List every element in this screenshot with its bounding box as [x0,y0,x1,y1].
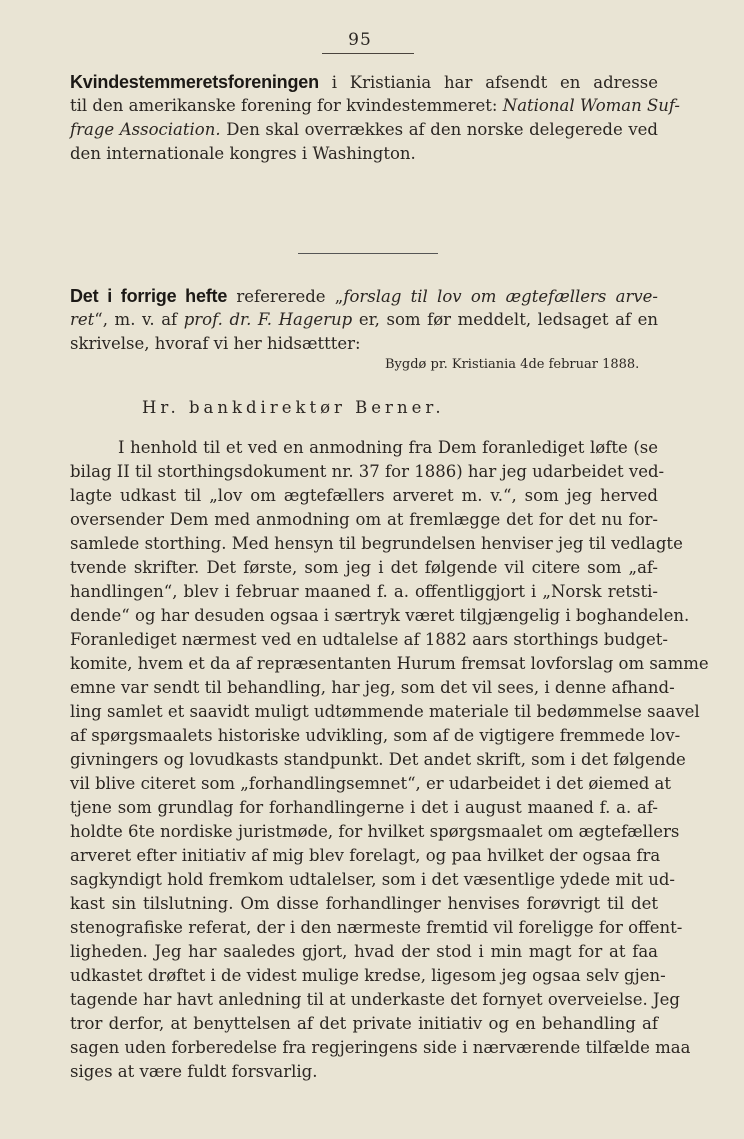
section1-line-2 [70,94,681,118]
letter-line: ling samlet et saavidt muligt udtømmende materiale til bedømmelse saavel [70,702,700,721]
section2-line-1-italic: forslag til lov om ægtefællers arve- [343,287,658,306]
letter-line: I henhold til et ved en anmodning fra Dem foranlediget løfte (se [118,438,658,457]
letter-line: udkastet drøftet i de videst mulige kredse, ligesom jeg ogsaa selv gjen- [70,966,666,985]
page-number-rule [322,53,414,54]
letter-line: af spørgsmaalets historiske udvikling, som af de vigtigere fremmede lov- [70,726,681,745]
letter-line: sagen uden forberedelse fra regjeringens side i nærværende tilfælde maa [70,1038,691,1057]
section2-line-1 [70,284,658,308]
letter-line: oversender Dem med anmodning om at fremlægge det for det nu for- [70,510,658,529]
letter-line: arveret efter initiativ af mig blev forelagt, og paa hvilket der ogsaa fra [70,846,661,865]
letter-line: ligheden. Jeg har saaledes gjort, hvad der stod i min magt for at faa [70,942,658,961]
section2-line-2 [70,308,658,332]
section1-line-1 [70,70,658,94]
section1-heading: Kvindestemmeretsforeningen [70,72,319,92]
letter-line: tjene som grundlag for forhandlingerne i det i august maaned f. a. af- [70,798,658,817]
section2-line-2-a: “, m. v. af [94,310,184,329]
section2-heading: Det i forrige hefte [70,286,228,306]
letter-dateline: Bygdø pr. Kristiania 4de februar 1888. [385,357,640,372]
letter-line: lagte udkast til „lov om ægtefællers arveret m. v.“, som jeg herved [70,486,658,505]
letter-line: siges at være fuldt forsvarlig. [70,1062,318,1081]
section-forrige-hefte [70,284,658,356]
letter-line: dende“ og har desuden ogsaa i særtryk været tilgjængelig i boghandelen. [70,606,690,625]
letter-line: givningers og lovudkasts standpunkt. Det andet skrift, som i det følgende [70,750,686,769]
section-divider [298,253,438,254]
letter-salutation: Hr. bankdirektør Berner. [142,398,445,417]
letter-line: stenografiske referat, der i den nærmeste fremtid vil foreliggе for offent- [70,918,683,937]
letter-line: emne var sendt til behandling, har jeg, som det vil sees, i denne afhand- [70,678,675,697]
section1-line-1-text: i Kristiania har afsendt en adresse [318,73,658,92]
section1-line-4: den internationale kongres i Washington. [70,144,416,163]
section2-line-1-text: refererede „ [227,287,344,306]
letter-line: bilag II til storthingsdokument nr. 37 for 1886) har jeg udarbeidet ved- [70,462,665,481]
section2-line-2-italic: ret [70,310,95,329]
letter-line: handlingen“, blev i februar maaned f. a. offentliggjort i „Norsk retsti- [70,582,658,601]
section1-line-3 [70,118,658,142]
page-number: 95 [348,30,372,50]
letter-line: tagende har havt anledning til at underkaste det fornyet overveielse. Jeg [70,990,680,1009]
section2-line-2-c: er, som før meddelt, ledsaget af en [352,310,658,329]
section2-line-3: skrivelse, hvoraf vi her hidsættter: [70,334,361,353]
letter-line: vil blive citeret som „forhandlingsemnet“, er udarbeidet i det øiemed at [70,774,672,793]
section1-line-3-italic: frage Association. [70,120,221,139]
section1-line-2-text: til den amerikanske forening for kvindestemmeret: [70,96,503,115]
letter-line: tror derfor, at benyttelsen af det private initiativ og en behandling af [70,1014,658,1033]
letter-line: komite, hvem et da af repræsentanten Hurum fremsat lovforslag om samme [70,654,709,673]
letter-line: kast sin tilslutning. Om disse forhandlinger henvises forøvrigt til det [70,894,658,913]
letter-line: samlede storthing. Med hensyn til begrundelsen henviser jeg til vedlagte [70,534,683,553]
letter-line: tvende skrifter. Det første, som jeg i det følgende vil citere som „af- [70,558,658,577]
section-kvindestemmeret [70,70,681,166]
letter-line: holdte 6te nordiske juristmøde, for hvilket spørgsmaalet om ægtefællers [70,822,680,841]
section1-line-3-text: Den skal overrækkes af den norske delegerede ved [220,120,658,139]
letter-body [70,436,709,1084]
section1-line-2-italic: National Woman Suf- [502,96,681,115]
letter-line: Foranlediget nærmest ved en udtalelse af 1882 aars storthings budget- [70,630,669,649]
section2-line-2-author: prof. dr. F. Hagerup [183,310,353,329]
letter-line: sagkyndigt hold fremkom udtalelser, som i det væsentlige ydede mit ud- [70,870,675,889]
